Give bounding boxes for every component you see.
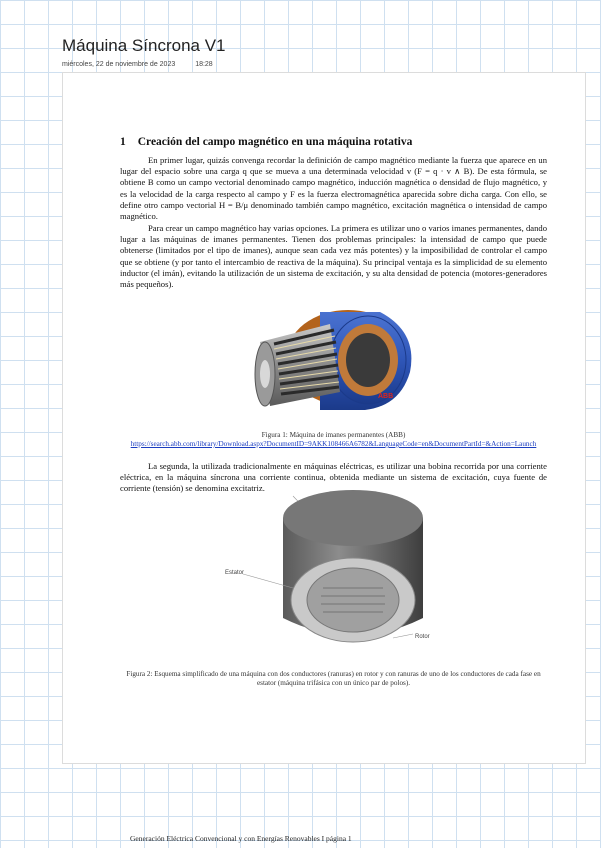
note-time: 18:28 <box>195 61 213 68</box>
note-title: Máquina Síncrona V1 <box>62 36 226 55</box>
paragraph-2: Para crear un campo magnético hay varias opciones. La primera es utilizar uno o varios imanes permanentes, dando lugar a las máquinas de imanes permanentes. Tienen dos problemas principales: la intensidad de campo que puede obtenerse (limitados por el tipo de imanes), aunque sean cada vez más potentes) y la imposibilidad de controlar el campo que se obtiene (y por tanto el intercambio de reactiva de la máquina). Su principal ventaja es la simplicidad de su elemento inductor (el imán), evitando la utilización de un sistema de excitación, y su alta densidad de potencia (motores-generadores más pequeños). <box>120 223 547 290</box>
section-number: 1 <box>120 136 126 148</box>
document-page <box>63 73 585 763</box>
figure-1-link[interactable]: https://search.abb.com/library/Download.aspx?DocumentID=9AKK108466A6782&LanguageCode=en&DocumentPartId=&Action=Launch <box>130 440 537 448</box>
rotor-shaft <box>255 324 340 406</box>
rotor-label: Rotor <box>415 634 430 640</box>
section-title: Creación del campo magnético en una máquina rotativa <box>137 136 413 148</box>
paragraph-3: La segunda, la utilizada tradicionalmente en máquinas eléctricas, es utilizar una bobina recorrida por una corriente eléctrica, en la máquina síncrona una corriente continua, obtenida mediante un sistema de excitación, cuya fuente de corriente (tensión) se denomina excitatriz. <box>120 461 547 494</box>
figure-1-image <box>250 302 420 422</box>
paragraph-1: En primer lugar, quizás convenga recordar la definición de campo magnético mediante la fuerza que aparece en un lugar del espacio sobre una carga q que se mueva a una determinada velocidad v (F = q · v ∧ B). De esta fórmula, se obtiene B como un campo vectorial denominado campo magnético, inducción magnética o densidad de flujo magnético, y es la velocidad de la carga respecto al campo y F es la fuerza electromagnética aparecida sobre dicha carga. Con ello, se define otro campo vectorial H = B/μ denominado también campo magnético, excitación magnética o intensidad de campo magnético. <box>120 155 547 222</box>
note-timestamp <box>62 61 231 68</box>
stator-label: Estator <box>225 570 245 576</box>
figure-2-caption: Figura 2: Esquema simplificado de una máquina con dos conductores (ranuras) en rotor y con ranuras de uno de los conductores de cada fase en estator (máquina trifásica con un único par de polos). <box>126 670 541 687</box>
section-heading <box>120 136 412 148</box>
figure-2-image <box>223 488 443 648</box>
note-date: miércoles, 22 de noviembre de 2023 <box>62 61 176 68</box>
figure-1-caption: Figura 1: Máquina de imanes permanentes (ABB) <box>261 431 406 439</box>
page-footer: Generación Eléctrica Convencional y con Energías Renovables I página 1 <box>130 834 352 843</box>
abb-logo: ABB <box>378 393 394 400</box>
